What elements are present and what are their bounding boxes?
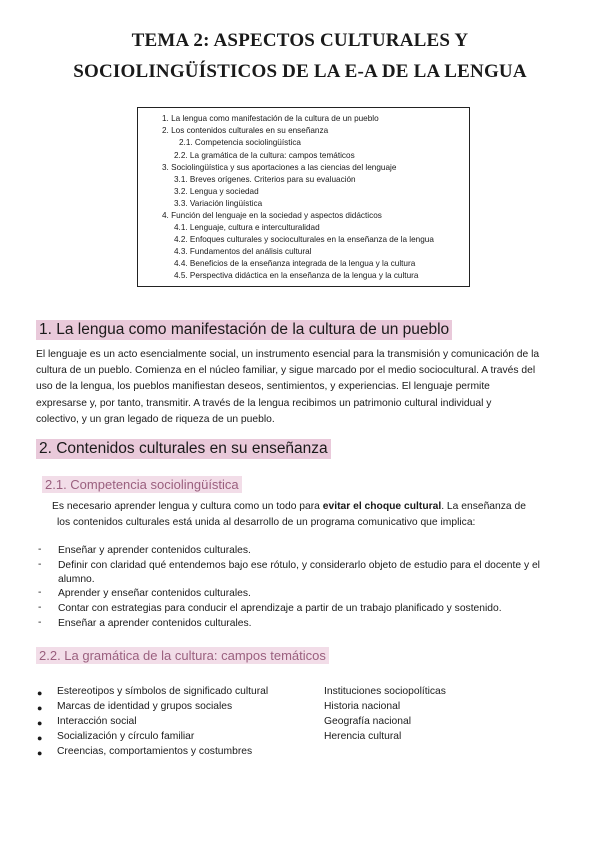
bullet-item: Creencias, comportamientos y costumbres xyxy=(57,746,253,757)
section-1-heading: 1. La lengua como manifestación de la cultura de un pueblo xyxy=(36,320,452,340)
dash-item: Aprender y enseñar contenidos culturales. xyxy=(58,588,251,599)
dash-item: Definir con claridad qué entendemos bajo ese rótulo, y considerarlo objeto de estudio para el docente y el xyxy=(58,560,540,571)
intro-text: Es necesario aprender lengua y cultura como un todo para xyxy=(52,501,323,512)
section-2-heading: 2. Contenidos culturales en su enseñanza xyxy=(36,439,331,459)
bullet-item: Marcas de identidad y grupos sociales xyxy=(57,701,233,712)
toc-item: 3.1. Breves orígenes. Criterios para su evaluación xyxy=(174,175,356,184)
page-title-line-1: TEMA 2: ASPECTOS CULTURALES Y xyxy=(131,30,469,51)
section-1-paragraph xyxy=(36,347,539,428)
bullet-marker: ● xyxy=(37,748,43,758)
theme-item: Historia nacional xyxy=(324,701,401,712)
dash-marker: - xyxy=(38,617,42,628)
toc-item: 4.3. Fundamentos del análisis cultural xyxy=(174,247,312,256)
intro-line-2: los contenidos culturales está unida al desarrollo de un programa comunicativo que implica: xyxy=(57,517,476,528)
paragraph-line: El lenguaje es un acto esencialmente social, un instrumento esencial para la transmisión y comunicación de la xyxy=(36,349,540,360)
toc-item: 3.3. Variación lingüística xyxy=(174,199,263,208)
bullet-marker: ● xyxy=(37,703,43,713)
dash-marker: - xyxy=(38,544,42,555)
paragraph-line: colectivo, y un gran legado de riqueza de un pueblo. xyxy=(36,413,275,425)
toc-item: 2. Los contenidos culturales en su enseñanza xyxy=(162,126,329,135)
toc-item: 4.4. Beneficios de la enseñanza integrada de la lengua y la cultura xyxy=(174,259,416,268)
theme-item: Herencia cultural xyxy=(324,731,402,742)
subsection-2-1-heading: 2.1. Competencia sociolingüística xyxy=(42,476,242,493)
toc-item: 3. Sociolingüística y sus aportaciones a las ciencias del lenguaje xyxy=(162,163,397,172)
theme-item: Geografía nacional xyxy=(324,716,412,727)
toc-item: 1. La lengua como manifestación de la cultura de un pueblo xyxy=(162,114,379,123)
theme-item: Instituciones sociopolíticas xyxy=(324,686,446,697)
toc-item: 4.1. Lenguaje, cultura e interculturalidad xyxy=(174,223,320,232)
bullet-marker: ● xyxy=(37,733,43,743)
dash-marker: - xyxy=(38,587,42,598)
intro-line-1 xyxy=(52,499,526,515)
bullet-item: Interacción social xyxy=(57,716,137,727)
bullet-marker: ● xyxy=(37,688,43,698)
table-of-contents xyxy=(137,107,470,287)
toc-item: 4.2. Enfoques culturales y socioculturales en la enseñanza de la lengua xyxy=(174,235,434,244)
dash-item: Contar con estrategias para conducir el aprendizaje a partir de un trabajo planificado y sostenido. xyxy=(58,603,502,614)
bullet-item: Socialización y círculo familiar xyxy=(57,731,195,742)
toc-item: 2.1. Competencia sociolingüística xyxy=(179,138,301,147)
dash-marker: - xyxy=(38,559,42,570)
dash-item-continuation: alumno. xyxy=(58,574,95,585)
dash-marker: - xyxy=(38,602,42,613)
paragraph-line: cultura de un pueblo. Comienza en el núcleo familiar, y sigue marcado por el medio sociocultural. A través del xyxy=(36,365,536,377)
dash-item: Enseñar y aprender contenidos culturales. xyxy=(58,545,251,556)
toc-item: 4.5. Perspectiva didáctica en la enseñanza de la lengua y la cultura xyxy=(174,271,419,280)
subsection-2-1-intro xyxy=(52,499,526,531)
subsection-2-2-heading: 2.2. La gramática de la cultura: campos temáticos xyxy=(36,647,329,664)
toc-item: 2.2. La gramática de la cultura: campos temáticos xyxy=(174,151,355,160)
paragraph-line: expresarse y, por tanto, transmitir. A través de la lengua recibimos un patrimonio cultural individual y xyxy=(36,397,492,409)
page-title-line-2: SOCIOLINGÜÍSTICOS DE LA E-A DE LA LENGUA xyxy=(73,61,527,82)
dash-item: Enseñar a aprender contenidos culturales. xyxy=(58,618,252,629)
intro-text-end: . La enseñanza de xyxy=(441,501,526,512)
bullet-item: Estereotipos y símbolos de significado cultural xyxy=(57,686,269,697)
bullet-marker: ● xyxy=(37,718,43,728)
paragraph-line: uso de la lengua, los pueblos manifiestan deseos, sentimientos, y experiencias. El lenguaje permite xyxy=(36,381,490,393)
intro-bold-text: evitar el choque cultural xyxy=(322,501,442,512)
toc-item: 3.2. Lengua y sociedad xyxy=(174,187,259,196)
toc-item: 4. Función del lenguaje en la sociedad y aspectos didácticos xyxy=(162,211,382,220)
